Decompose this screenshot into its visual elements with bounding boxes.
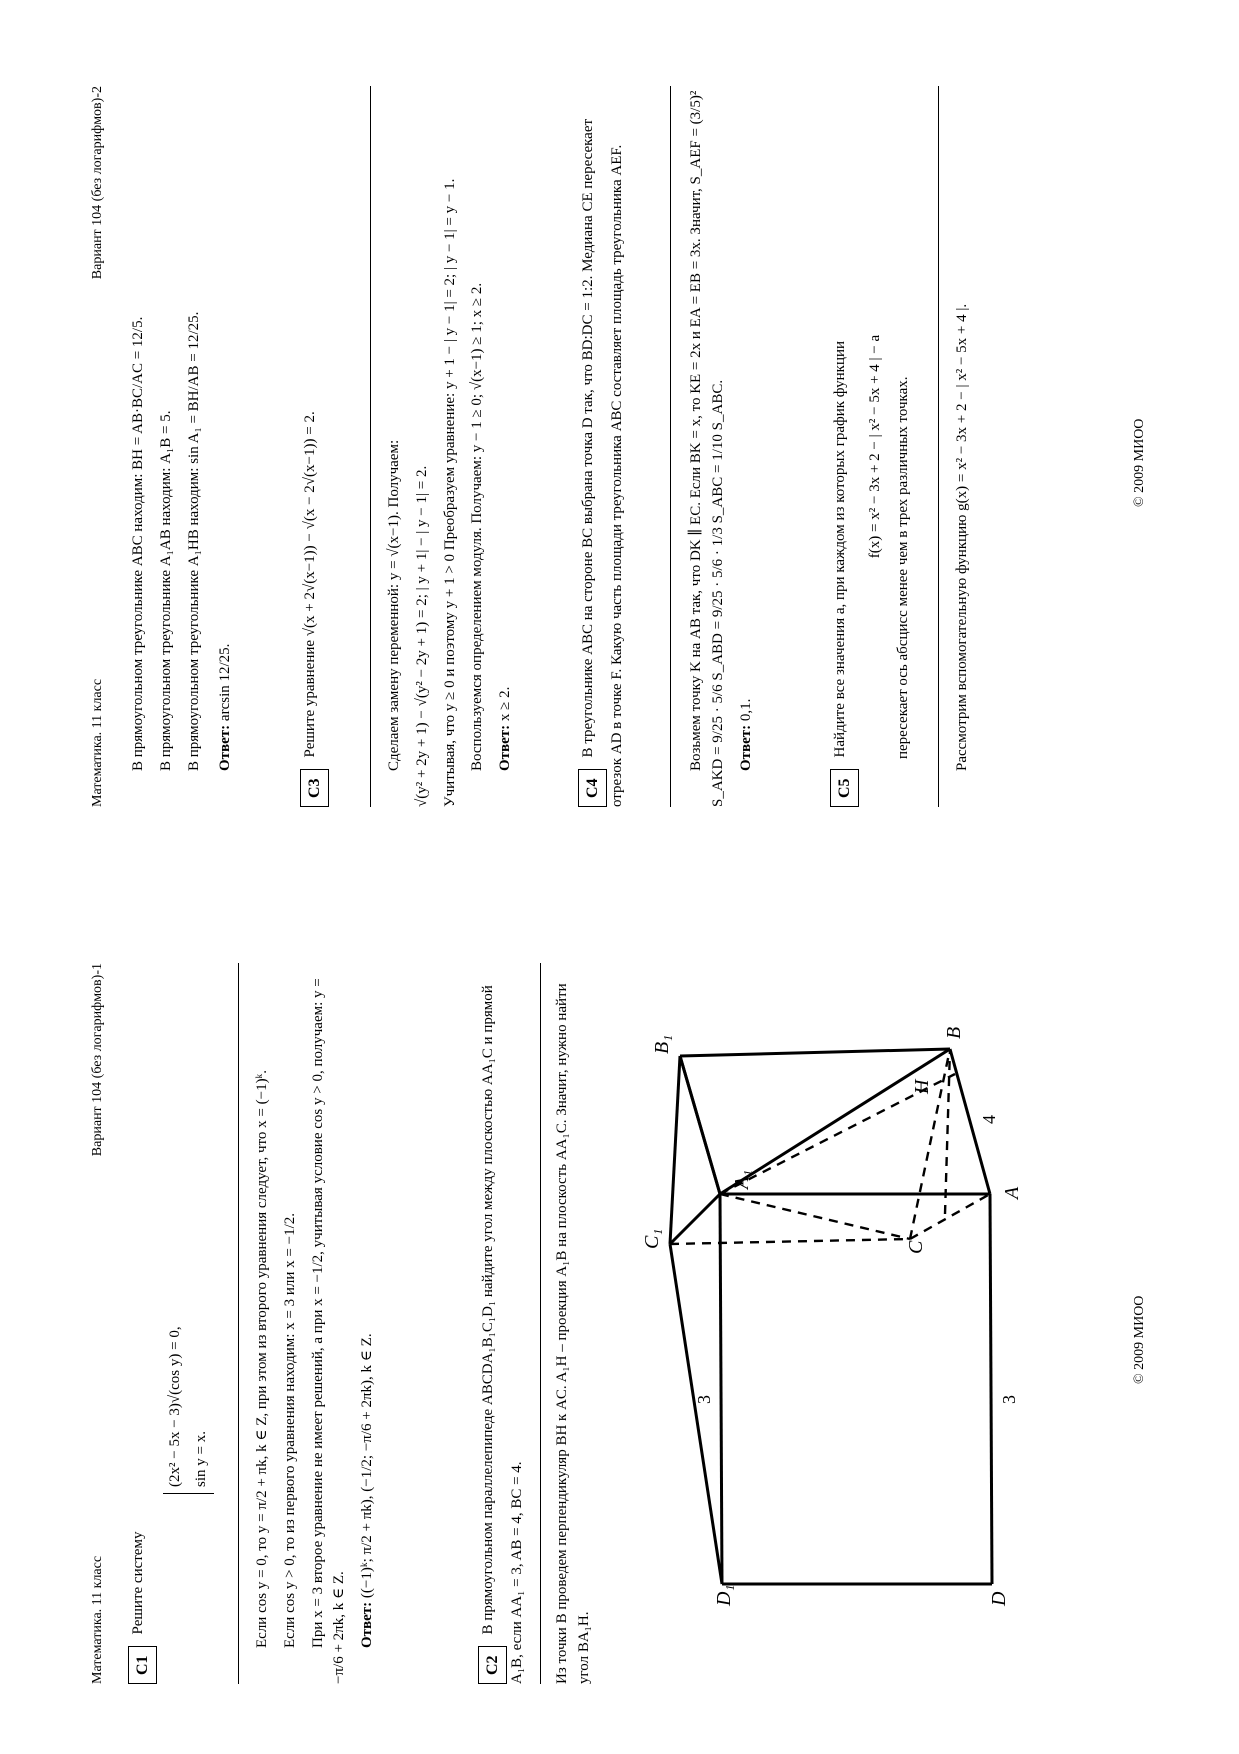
c2-answer: arcsin 12/25. — [217, 643, 234, 722]
c2-answer-label: Ответ: — [217, 724, 234, 771]
c5-formula: f(x) = x² − 3x + 2 − | x² − 5x + 4 | − a — [867, 334, 884, 559]
c3-answer: x ≥ 2. — [497, 686, 513, 722]
c1-solution — [252, 963, 385, 1684]
h-b-hidden — [910, 1049, 950, 1074]
c1-system — [163, 1326, 214, 1494]
label-len-left: 3 — [694, 1395, 714, 1404]
badge-c1: C1 — [128, 1646, 157, 1684]
badge-c5: C5 — [830, 769, 859, 807]
c3-solution — [384, 86, 523, 807]
c3-sol4: Воспользуемся определением модуля. Получаем: y − 1 ≥ 0; √(x−1) ≥ 1; x ≥ 2. — [469, 282, 486, 771]
edge-d1-c1-top — [670, 1244, 722, 1584]
c4-solution — [686, 86, 763, 807]
divider — [540, 963, 541, 1684]
divider — [370, 86, 371, 807]
c2-line3: В прямоугольном треугольнике A₁HB находим: sin A₁ = BH/AB = 12/25. — [185, 311, 202, 771]
c3-text: Решите уравнение √(x + 2√(x−1)) − √(x − 2√(x−1)) = 2. — [302, 411, 318, 758]
c1-sol3: При x = 3 второе уравнение не имеет решений, а при x = −1/2, учитывая условие cos y > 0, получаем: y = −π/6 + 2πk, k ∈ Z. — [309, 978, 348, 1684]
task-c5 — [830, 86, 921, 807]
c4-answer-label: Ответ: — [737, 724, 754, 771]
c4-text: В треугольнике ABC на стороне BC выбрана точка D так, что BD:DC = 1:2. Медиана CE пересекает отрезок AD в точке F. Какую часть площади треугольника ABC составляет площадь треугольника AEF. — [580, 118, 626, 807]
c1-sol1: Если cos y = 0, то y = π/2 + πk, k ∈ Z, при этом из второго уравнения следует, что x = (−1)ᵏ. — [254, 1069, 270, 1648]
c2-line2: В прямоугольном треугольнике A₁AB находим: A₁B = 5. — [157, 410, 174, 771]
label-d: D — [988, 1591, 1010, 1606]
c4-sol1: Возьмем точку K на AB так, что DK ∥ EC. Если BK = x, то KE = 2x и EA = EB = 3x. Значит, S_AEF = (3/5)² S_AKD = 9/25 · 5/6 S_ABD = 9/25 · 5/6 · 1/3 S_ABC = 1/10 S_ABC. — [688, 90, 726, 807]
divider — [670, 86, 671, 807]
badge-c3: C3 — [300, 769, 329, 807]
header-left: Математика. 11 класс — [90, 678, 105, 807]
parallelepiped-figure — [610, 974, 1050, 1694]
header-right: Вариант 104 (без логарифмов)-1 — [90, 963, 105, 1157]
label-a1: A₁ — [731, 1169, 753, 1189]
label-len-ab: 4 — [979, 1115, 999, 1124]
task-c1 — [128, 963, 214, 1684]
c5-solution — [952, 86, 980, 807]
badge-c4: C4 — [578, 769, 607, 807]
edge-c-a-hidden — [910, 1194, 990, 1239]
label-h: H — [911, 1079, 933, 1094]
c2-continuation — [128, 86, 243, 807]
label-len-dd: 3 — [999, 1395, 1019, 1404]
c1-sol2: Если cos y > 0, то из первого уравнения находим: x = 3 или x = −1/2. — [281, 1212, 298, 1648]
c2-sol: Из точки B проведем перпендикуляр BH к AC. A₁H – проекция A₁B на плоскость AA₁C. Значит, нужно найти угол BA₁H. — [554, 983, 592, 1684]
c3-sol1: Сделаем замену переменной: y = √(x−1). Получаем: — [386, 439, 402, 771]
header-left: Математика. 11 класс — [90, 1555, 105, 1684]
c1-intro: Решите систему — [130, 1531, 146, 1635]
c3-answer-label: Ответ: — [497, 724, 513, 771]
badge-c2: C2 — [478, 1646, 507, 1684]
c2-text: В прямоугольном параллелепипеде ABCDA₁B₁C₁D₁ найдите угол между плоскостью AA₁C и прямой A₁B, если AA₁ = 3, AB = 4, BC = 4. — [480, 985, 526, 1684]
edge-a1-c-hidden — [720, 1194, 910, 1239]
edge-c1-c-hidden — [670, 1239, 910, 1244]
edge-b1-b — [680, 1049, 950, 1056]
c1-answer-label: Ответ: — [359, 1601, 375, 1648]
footer: © 2009 МИОО — [1132, 418, 1147, 507]
task-c3 — [300, 86, 335, 807]
edge-a1-b1 — [680, 1056, 720, 1194]
c1-system-line1: (2x² − 5x − 3)√(cos y) = 0, — [167, 1326, 184, 1487]
edge-a-d — [990, 1194, 992, 1584]
c5-text2: пересекает ось абсцисс менее чем в трех различных точках. — [894, 376, 911, 759]
header-right: Вариант 104 (без логарифмов)-2 — [90, 86, 105, 280]
c2-solution — [552, 963, 602, 1684]
label-c1: C₁ — [641, 1228, 663, 1249]
c3-sol2: √(y² + 2y + 1) − √(y² − 2y + 1) = 2; | y + 1| − | y − 1| = 2. — [413, 465, 430, 807]
label-a: A — [1001, 1186, 1023, 1199]
task-c4 — [578, 86, 635, 807]
c5-sol: Рассмотрим вспомогательную функцию g(x) = x² − 3x + 2 − | x² − 5x + 4 |. — [954, 303, 970, 771]
c2-line1: В прямоугольном треугольнике ABC находим: BH = AB·BC/AC = 12/5. — [130, 316, 146, 771]
divider — [238, 963, 239, 1684]
label-b: B — [943, 1026, 965, 1039]
task-c2 — [478, 963, 535, 1684]
label-b1: B₁ — [651, 1034, 673, 1054]
label-d1: D₁ — [713, 1584, 735, 1606]
footer: © 2009 МИОО — [1132, 1295, 1147, 1384]
edge-d1-c1 — [720, 1194, 722, 1584]
bh-hidden — [945, 1049, 950, 1214]
divider — [938, 86, 939, 807]
left-page — [0, 877, 1239, 1754]
edge-c1-b1-top — [670, 1056, 680, 1244]
c3-sol3: Учитывая, что y ≥ 0 и поэтому y + 1 > 0 Преобразуем уравнение: y + 1 − | y − 1| = 2; | y − 1| = y − 1. — [441, 178, 458, 807]
label-c: C — [905, 1240, 927, 1254]
c5-text1: Найдите все значения a, при каждом из которых график функции — [832, 340, 848, 758]
c1-answer: ((−1)ᵏ; π/2 + πk), (−1/2; −π/6 + 2πk), k ∈ Z. — [359, 1333, 375, 1599]
edge-c1-a1 — [670, 1194, 720, 1244]
c1-system-line2: sin y = x. — [192, 1431, 209, 1487]
c4-answer: 0,1. — [737, 698, 754, 722]
